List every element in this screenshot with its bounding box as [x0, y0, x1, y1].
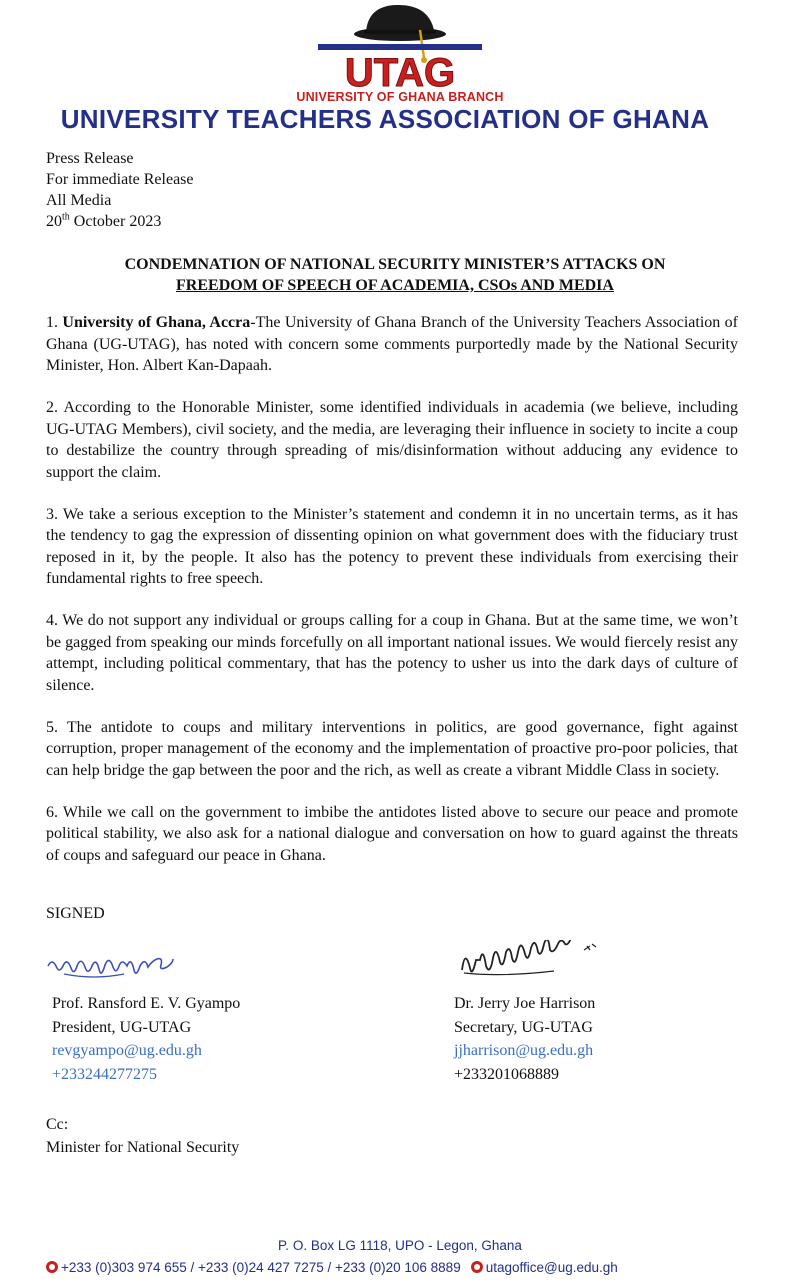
- page-title: [40, 254, 750, 296]
- cc-recipient: Minister for National Security: [46, 1139, 240, 1156]
- signer-role: President, UG-UTAG: [52, 1018, 192, 1036]
- paragraph-6: 6. While we call on the government to imbibe the antidotes listed above to secure our peace and promote political stability, we also ask for a national dialogue and conversation on how to guard against the threats of coups and safeguard our peace in Ghana.: [46, 803, 738, 864]
- dateline: University of Ghana, Accra: [62, 314, 251, 331]
- meta-line: Press Release: [46, 150, 134, 167]
- signer-name: Prof. Ransford E. V. Gyampo: [52, 995, 241, 1012]
- footer-phones: +233 (0)303 974 655 / +233 (0)24 427 7275 / +233 (0)20 106 8889: [61, 1260, 461, 1275]
- signer-phone: +233201068889: [454, 1065, 560, 1083]
- date-day: 20: [46, 213, 62, 230]
- paragraph-3: 3. We take a serious exception to the Minister’s statement and condemn it in no uncertain terms, as it has the tendency to gag the expression of dissenting opinion on what government does with the fiduciary trust reposed in it, by the people. It also has the potency to prevent these individuals from exercising their fundamental rights to free speech.: [46, 505, 738, 587]
- paragraph-2: 2. According to the Honorable Minister, some identified individuals in academia (we believe, including UG-UTAG Members), civil society, and the media, are leveraging their influence in society to incite a coup to destabilize the country through spreading of mis/disinformation without adducing any evidence to support the claim.: [46, 399, 738, 481]
- title-line-1: CONDEMNATION OF NATIONAL SECURITY MINISTER’S ATTACKS ON: [124, 256, 666, 273]
- paragraph-text: -The University of Ghana Branch of the University Teachers Association of Ghana (UG-UTAG), has noted with concern some comments purportedly made by the National Security Minister, Hon. Albert Kan-Dapaah.: [46, 314, 739, 374]
- paragraph-1: [46, 312, 738, 377]
- footer-email[interactable]: utagoffice@ug.edu.gh: [485, 1260, 618, 1275]
- branch-name: UNIVERSITY OF GHANA BRANCH: [296, 90, 504, 104]
- paragraph-5: 5. The antidote to coups and military interventions in politics, are good governance, fight against corruption, proper management of the economy and the implementation of proactive pro-poor policies, that can help bridge the gap between the poor and the rich, as well as create a vibrant Middle Class in society.: [46, 718, 738, 779]
- cc-label: Cc:: [46, 1116, 69, 1133]
- utag-logo: [300, 0, 500, 96]
- secretary-signature: [458, 940, 608, 982]
- release-date: [46, 211, 194, 232]
- email-icon: [471, 1261, 483, 1273]
- signer-email-link[interactable]: revgyampo@ug.edu.gh: [52, 1042, 202, 1059]
- title-line-2: FREEDOM OF SPEECH OF ACADEMIA, CSOs AND MEDIA: [176, 277, 614, 294]
- paragraph-number: 1.: [46, 314, 63, 331]
- date-suffix: th: [62, 211, 70, 223]
- signer-email-link[interactable]: jjharrison@ug.edu.gh: [454, 1042, 594, 1059]
- date-rest: October 2023: [69, 213, 162, 230]
- footer-address: P. O. Box LG 1118, UPO - Legon, Ghana: [278, 1238, 522, 1253]
- president-signature: [44, 948, 194, 984]
- cc-block: [46, 1113, 239, 1159]
- signer-president: [52, 992, 240, 1086]
- meta-line: All Media: [46, 192, 112, 209]
- phone-icon: [46, 1261, 58, 1273]
- signer-name: Dr. Jerry Joe Harrison: [454, 995, 596, 1012]
- release-meta: [46, 148, 194, 232]
- logo-text: UTAG: [344, 51, 456, 95]
- paragraph-4: 4. We do not support any individual or groups calling for a coup in Ghana. But at the same time, we won’t be gagged from speaking our minds forcefully on all important national issues. We would fiercely resist any attempt, including political commentary, that has the potency to usher us into the dark days of culture of silence.: [46, 612, 738, 694]
- signer-phone: +233244277275: [52, 1065, 158, 1083]
- footer-contacts: [46, 1260, 618, 1275]
- association-name: UNIVERSITY TEACHERS ASSOCIATION OF GHANA: [60, 104, 710, 134]
- signer-role: Secretary, UG-UTAG: [454, 1018, 593, 1036]
- release-body: [46, 312, 738, 887]
- signed-label: SIGNED: [46, 905, 105, 922]
- signer-secretary: [454, 992, 595, 1086]
- meta-line: For immediate Release: [46, 171, 194, 188]
